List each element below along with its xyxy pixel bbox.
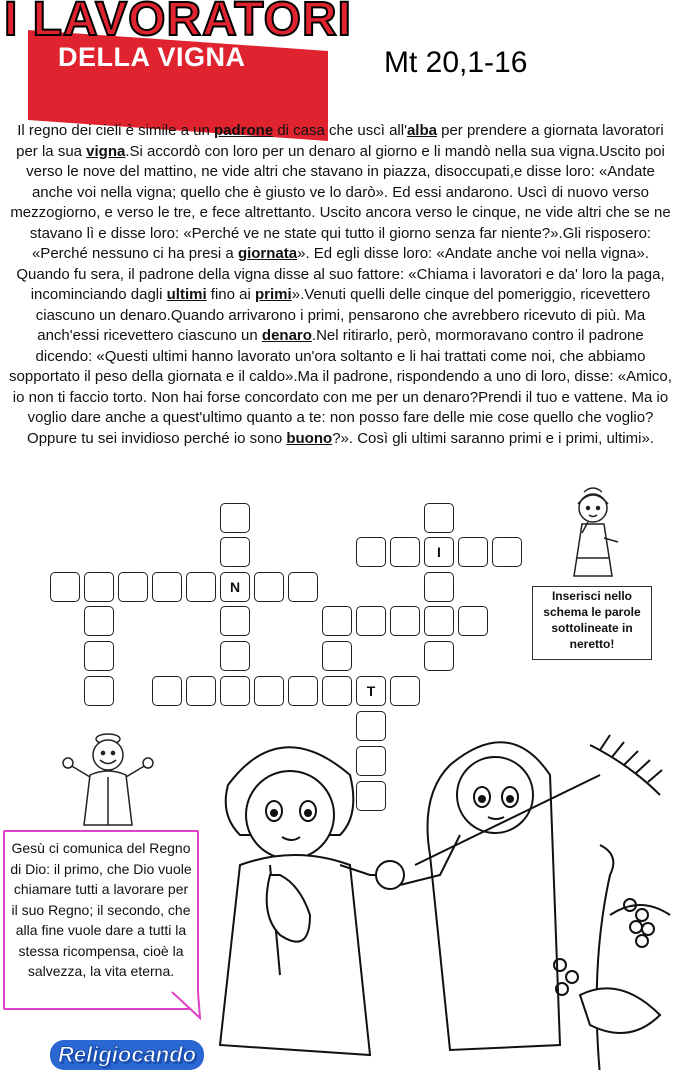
crossword-cell[interactable] bbox=[390, 537, 420, 567]
keyword-alba: alba bbox=[406, 122, 437, 139]
keyword-denaro: denaro bbox=[261, 327, 312, 344]
crossword-cell[interactable] bbox=[186, 572, 216, 602]
crossword-cell[interactable] bbox=[220, 537, 250, 567]
crossword-cell[interactable] bbox=[424, 503, 454, 533]
keyword-buono: buono bbox=[286, 429, 333, 447]
given-letter: T bbox=[366, 683, 376, 699]
crossword-cell[interactable] bbox=[424, 537, 454, 567]
keyword-ultimi: ultimi bbox=[166, 286, 207, 303]
crossword-cell[interactable] bbox=[254, 572, 284, 602]
workers-illustration bbox=[200, 715, 681, 1070]
crossword-cell[interactable] bbox=[152, 676, 182, 706]
crossword-cell[interactable] bbox=[50, 572, 80, 602]
crossword-cell[interactable] bbox=[288, 676, 318, 706]
crossword-cell[interactable] bbox=[220, 503, 250, 533]
keyword-giornata: giornata bbox=[237, 245, 298, 262]
gospel-text: Il regno dei cieli è simile a un padrone di casa che uscì all'alba per prendere a giornata lavoratori per la sua vigna.Si accordò con loro per un denaro al giorno e li mandò nella sua vigna.Uscito poi verso le nove del mattino, ne vide altri che stavano in piazza, disoccupati,e disse loro: «Andate anche voi nella vigna; quello che è giusto ve lo darò». Ed essi andarono. Uscì di nuovo verso mezzogiorno, e verso le tre, e fece altrettanto. Uscito ancora verso le cinque, ne vide altri che se ne stavano lì e disse loro: «Perché ve ne state qui tutto il giorno senza far niente?».Gli risposero: «Perché nessuno ci ha presi a giornata». Ed egli disse loro: «Andate anche voi nella vigna». Quando fu sera, il padrone della vigna disse al suo fattore: «Chiama i lavoratori e da' loro la paga, incominciando dagli ultimi fino ai primi».Venuti quelli delle cinque del pomeriggio, ricevettero ciascuno un denaro.Quando arrivarono i primi, pensarono che avrebbero ricevuto di più. Ma anch'essi ricevettero ciascuno un denaro.Nel ritirarlo, però, mormoravano contro il padrone dicendo: «Questi ultimi hanno lavorato un'ora soltanto e li hai trattati come noi, che abbiamo sopportato il peso della giornata e il caldo».Ma il padrone, rispondendo a uno di loro, disse: «Amico, io non ti faccio torto. Non hai forse concordato con me per un denaro?Prendi il tuo e vattene. Ma io voglio dare anche a quest'ultimo quanto a te: non posso fare delle mie cose quello che voglio? Oppure tu sei invidioso perché io sono buono?». Così gli ultimi saranno primi e i primi, ultimi». bbox=[9, 122, 672, 447]
crossword-cell[interactable] bbox=[390, 676, 420, 706]
crossword-cell[interactable] bbox=[356, 676, 386, 706]
crossword-cell[interactable] bbox=[152, 572, 182, 602]
crossword-cell[interactable] bbox=[390, 606, 420, 636]
crossword-cell[interactable] bbox=[84, 606, 114, 636]
crossword-cell[interactable] bbox=[254, 676, 284, 706]
crossword-cell[interactable] bbox=[492, 537, 522, 567]
message-bubble: Gesù ci comunica del Regno di Dio: il primo, che Dio vuole chiamare tutti a lavorare per il suo Regno; il secondo, che alla fine vuole dare a tutti la stessa ricompensa, cioè la salvezza, la vita eterna. bbox=[3, 830, 199, 1010]
crossword-cell[interactable] bbox=[118, 572, 148, 602]
crossword-cell[interactable] bbox=[288, 572, 318, 602]
bible-reference: Mt 20,1-16 bbox=[384, 46, 528, 79]
crossword-cell[interactable] bbox=[424, 606, 454, 636]
crossword-cell[interactable] bbox=[356, 606, 386, 636]
given-letter: N bbox=[229, 579, 241, 595]
brand-logo[interactable]: Religiocando bbox=[50, 1040, 204, 1070]
crossword-cell[interactable] bbox=[458, 606, 488, 636]
child-figure-illustration bbox=[560, 478, 630, 583]
crossword-cell[interactable] bbox=[458, 537, 488, 567]
crossword-cell[interactable] bbox=[84, 572, 114, 602]
crossword-cell[interactable] bbox=[84, 676, 114, 706]
keyword-padrone: padrone bbox=[213, 122, 274, 139]
pope-illustration bbox=[60, 725, 155, 830]
keyword-primi: primi bbox=[255, 286, 292, 303]
crossword-cell[interactable] bbox=[356, 537, 386, 567]
crossword-cell[interactable] bbox=[84, 641, 114, 671]
crossword-cell[interactable] bbox=[220, 641, 250, 671]
given-letter: I bbox=[437, 544, 441, 560]
crossword-cell[interactable] bbox=[322, 676, 352, 706]
crossword-cell[interactable] bbox=[220, 676, 250, 706]
bubble-tail bbox=[170, 990, 210, 1020]
crossword-cell[interactable] bbox=[220, 572, 250, 602]
crossword-cell[interactable] bbox=[424, 572, 454, 602]
crossword-cell[interactable] bbox=[322, 606, 352, 636]
crossword-cell[interactable] bbox=[424, 641, 454, 671]
crossword-cell[interactable] bbox=[186, 676, 216, 706]
crossword-cell[interactable] bbox=[322, 641, 352, 671]
keyword-vigna: vigna bbox=[86, 142, 126, 160]
title-line2: DELLA VIGNA bbox=[58, 42, 246, 72]
crossword-cell[interactable] bbox=[220, 606, 250, 636]
title-line1: I LAVORATORI bbox=[4, 0, 352, 46]
instruction-box: Inserisci nello schema le parole sottolineate in neretto! bbox=[532, 586, 652, 660]
